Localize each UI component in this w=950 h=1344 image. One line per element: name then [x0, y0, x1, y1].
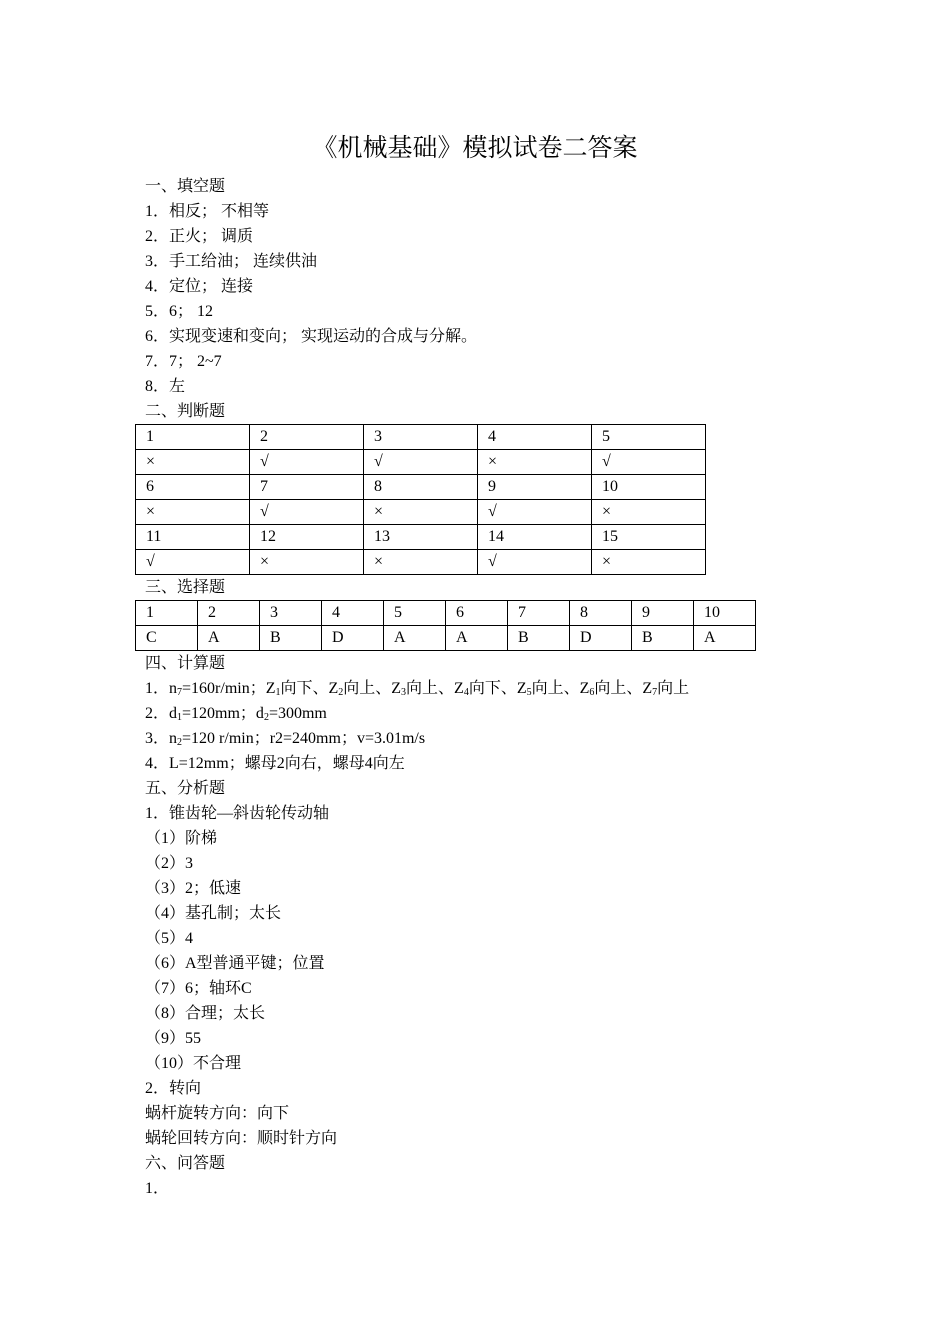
table-cell: 1	[136, 601, 198, 626]
table-cell: B	[260, 626, 322, 651]
table-cell: ×	[592, 500, 706, 525]
answer-line: 蜗轮回转方向：顺时针方向	[145, 1130, 338, 1147]
table-cell: 6	[446, 601, 508, 626]
table-cell: 7	[508, 601, 570, 626]
table-cell: 2	[250, 425, 364, 450]
table-cell: ×	[136, 500, 250, 525]
answer-line: 8．左	[145, 378, 186, 395]
answer-line: 2．$d_1=120mm$；$d_2=300mm$	[145, 705, 327, 723]
table-cell: 11	[136, 525, 250, 550]
table-cell: B	[508, 626, 570, 651]
answer-line: （6）A型普通平键；位置	[145, 955, 325, 972]
answer-line: （10）不合理	[145, 1055, 242, 1072]
section-heading-multiple-choice: 三、选择题	[145, 579, 226, 596]
section-heading-analysis: 五、分析题	[145, 780, 226, 797]
answer-line: （2）3	[145, 855, 194, 872]
table-cell: √	[478, 500, 592, 525]
section-heading-fill-in: 一、填空题	[145, 178, 226, 195]
answer-line: 1．锥齿轮—斜齿轮传动轴	[145, 805, 330, 822]
answer-line: 2．转向	[145, 1080, 202, 1097]
table-cell: 8	[364, 475, 478, 500]
answer-line: （4）基孔制；太长	[145, 905, 282, 922]
table-cell: √	[478, 550, 592, 575]
section-heading-calculation: 四、计算题	[145, 655, 226, 672]
answer-line: （8）合理；太长	[145, 1005, 266, 1022]
answer-line: （5）4	[145, 930, 194, 947]
table-cell: A	[384, 626, 446, 651]
answer-line: 1．相反； 不相等	[145, 203, 270, 220]
answer-line: 1．$n_7=160r/\min$；$Z_1$向下、$Z_2$向上、$Z_3$向上、$Z_4$向下、$Z_5$向上、$Z_6$向上、$Z_7$向上	[145, 680, 690, 698]
table-row	[136, 475, 706, 500]
table-cell: 10	[694, 601, 756, 626]
table-cell: 1	[136, 425, 250, 450]
table-cell: 4	[322, 601, 384, 626]
answer-line: 3．手工给油； 连续供油	[145, 253, 318, 270]
table-cell: √	[592, 450, 706, 475]
answer-line: 3．$n_2=120$ r/min；r2=240mm；v=3.01m/s	[145, 730, 426, 748]
table-row	[136, 525, 706, 550]
answer-line: 4．L=12mm；螺母2向右，螺母4向左	[145, 755, 405, 772]
table-cell: D	[322, 626, 384, 651]
answer-line: 6．实现变速和变向； 实现运动的合成与分解。	[145, 328, 478, 345]
table-cell: 8	[570, 601, 632, 626]
table-cell: √	[364, 450, 478, 475]
multiple-choice-answer-table	[135, 600, 756, 651]
table-cell: A	[198, 626, 260, 651]
table-cell: 3	[364, 425, 478, 450]
page-title: 《机械基础》模拟试卷二答案	[312, 135, 638, 162]
table-cell: 7	[250, 475, 364, 500]
table-cell: 13	[364, 525, 478, 550]
answer-line: 5．6； 12	[145, 303, 214, 320]
answer-content	[145, 174, 845, 1201]
answer-line: 1．	[145, 1180, 170, 1197]
table-row	[136, 450, 706, 475]
table-row	[136, 500, 706, 525]
table-row	[136, 550, 706, 575]
table-cell: C	[136, 626, 198, 651]
answer-line: 4．定位； 连接	[145, 278, 254, 295]
table-cell: 15	[592, 525, 706, 550]
table-cell: √	[136, 550, 250, 575]
table-cell: 14	[478, 525, 592, 550]
table-row	[136, 601, 756, 626]
table-cell: B	[632, 626, 694, 651]
table-cell: ×	[364, 550, 478, 575]
table-cell: 3	[260, 601, 322, 626]
table-cell: 9	[632, 601, 694, 626]
answer-line: （7）6；轴环C	[145, 980, 252, 997]
section-heading-true-false: 二、判断题	[145, 403, 226, 420]
table-row	[136, 626, 756, 651]
table-cell: 10	[592, 475, 706, 500]
answer-line: 7．7； 2~7	[145, 353, 222, 370]
table-cell: D	[570, 626, 632, 651]
table-cell: 4	[478, 425, 592, 450]
table-cell: √	[250, 500, 364, 525]
answer-line: 2．正火； 调质	[145, 228, 254, 245]
answer-line: （1）阶梯	[145, 830, 218, 847]
table-cell: ×	[478, 450, 592, 475]
table-cell: ×	[592, 550, 706, 575]
table-row	[136, 425, 706, 450]
table-cell: ×	[136, 450, 250, 475]
table-cell: 5	[592, 425, 706, 450]
table-cell: A	[446, 626, 508, 651]
table-cell: A	[694, 626, 756, 651]
table-cell: ×	[364, 500, 478, 525]
table-cell: ×	[250, 550, 364, 575]
table-cell: 12	[250, 525, 364, 550]
table-cell: 2	[198, 601, 260, 626]
answer-line: （9）55	[145, 1030, 202, 1047]
true-false-answer-table	[135, 424, 706, 575]
table-cell: 5	[384, 601, 446, 626]
table-cell: √	[250, 450, 364, 475]
table-cell: 9	[478, 475, 592, 500]
answer-line: 蜗杆旋转方向：向下	[145, 1105, 290, 1122]
table-cell: 6	[136, 475, 250, 500]
answer-line: （3）2；低速	[145, 880, 242, 897]
section-heading-qa: 六、问答题	[145, 1155, 226, 1172]
